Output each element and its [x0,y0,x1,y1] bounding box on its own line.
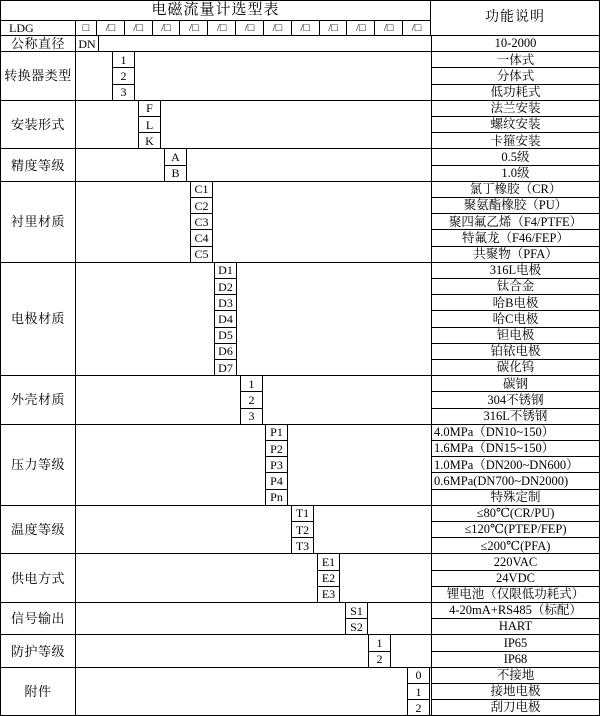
code-cell: 1 [113,52,134,68]
label-converter-type: 转换器类型 [1,52,76,100]
function-column [431,182,599,262]
function-column [431,376,599,424]
function-cell: 接地电极 [432,684,599,700]
code-cell: 1 [408,684,429,700]
function-column-header: 功能说明 [485,10,545,25]
code-cell: 0 [408,668,429,684]
code-cell: 2 [376,652,383,667]
row-group-installation-form [1,100,599,149]
model-slash-box: /□ [236,21,264,35]
function-cell: 0.5级 [432,149,599,165]
function-cell: 220VAC [432,554,599,570]
row-group-electrode-material [1,262,599,375]
function-column [431,149,599,180]
code-column [164,149,187,180]
function-column [431,554,599,602]
function-cell: 刮刀电极 [490,700,541,715]
spacer-cell [76,635,368,666]
function-cell: IP65 [432,635,599,651]
code-cell: C2 [191,198,212,214]
label-power-supply: 供电方式 [1,554,76,602]
model-slash-box: /□ [320,21,348,35]
spacer-cell [340,554,431,602]
row-group-lining-material [1,181,599,262]
code-cell: E2 [318,571,339,587]
function-cell: 304不锈钢 [432,392,599,408]
code-cell: 2 [241,392,262,408]
spacer-cell [314,506,431,554]
spacer-cell [76,603,345,634]
code-cell: D7 [218,360,233,375]
code-cell: DN [78,36,96,51]
function-cell: 聚四氟乙烯（F4/PTFE） [432,214,599,230]
code-column [345,603,368,634]
code-column [317,554,340,602]
code-cell: 2 [113,68,134,84]
function-cell: 钛合金 [432,279,599,295]
function-cell: 聚氨酯橡胶（PU） [432,198,599,214]
label-temperature-rating: 温度等级 [1,506,76,554]
code-cell: K [145,133,154,148]
spacer-cell [76,182,190,262]
label-signal-output: 信号输出 [1,603,76,634]
spacer-cell [76,52,112,100]
spacer-cell [99,36,431,51]
code-cell: 3 [120,85,127,100]
code-cell: P1 [266,425,287,441]
function-column [431,603,599,634]
code-cell: E1 [318,554,339,570]
code-cell: D6 [215,344,236,360]
row-group-accuracy-class [1,148,599,180]
spacer-cell [187,149,431,180]
function-cell: 4.0MPa（DN10~150） [432,425,599,441]
code-cell: S2 [350,619,363,634]
function-cell: 螺纹安装 [432,117,599,133]
spacer-cell [76,263,214,375]
code-cell: F [139,101,160,117]
spacer-cell [135,52,431,100]
spacer-cell [368,603,431,634]
function-cell: 1.6MPa（DN15~150） [432,441,599,457]
page-title: 电磁流量计选型表 [1,1,430,21]
code-column [214,263,237,375]
function-cell: 法兰安装 [432,101,599,117]
code-column [138,101,161,149]
function-cell: 哈C电极 [432,311,599,327]
spacer-cell [76,101,138,149]
spacer-cell [76,425,265,505]
function-cell: 0.6MPa(DN700~DN2000) [432,473,599,489]
code-column [112,52,135,100]
row-group-temperature-rating [1,505,599,554]
code-column [76,36,99,51]
spacer-cell [213,182,431,262]
label-accuracy-class: 精度等级 [1,149,76,180]
code-cell: D3 [215,295,236,311]
code-cell: E3 [321,587,336,602]
model-slash-box: /□ [180,21,208,35]
row-group-housing-material [1,375,599,424]
row-group-nominal-diameter [1,35,599,51]
spacer-cell [76,149,164,180]
row-group-pressure-rating [1,424,599,505]
model-slash-box: /□ [411,21,422,34]
function-column [431,425,599,505]
label-nominal-diameter: 公称直径 [1,36,76,51]
code-cell: P3 [266,457,287,473]
model-prefix: LDG [1,21,76,35]
function-column [431,52,599,100]
spacer-cell [263,376,431,424]
code-cell: P2 [266,441,287,457]
function-cell: 碳钢 [432,376,599,392]
function-cell: 低功耗式 [490,84,541,99]
model-slash-box: /□ [153,21,181,35]
spacer-cell [76,554,317,602]
model-dn-box: □ [76,21,97,35]
function-cell: 316L不锈钢 [483,408,548,423]
function-cell: 特氟龙（F46/FEP） [432,230,599,246]
spacer-cell [76,376,240,424]
function-cell: 铂铱电极 [432,344,599,360]
function-cell: 碳化钨 [496,360,535,375]
model-slash-box: /□ [125,21,153,35]
header-left [1,1,431,35]
label-accessories: 附件 [1,668,76,716]
label-lining-material: 衬里材质 [1,182,76,262]
function-cell: 卡箍安装 [490,133,541,148]
function-cell: HART [498,619,533,634]
function-column [431,101,599,149]
spacer-cell [76,506,291,554]
function-cell: 10-2000 [494,36,537,51]
code-cell: T2 [292,522,313,538]
function-cell: 24VDC [432,571,599,587]
code-cell: 3 [248,409,255,424]
code-cell: C5 [194,247,209,262]
model-slash-box: /□ [208,21,236,35]
spacer-cell [237,263,431,375]
code-cell: P4 [266,473,287,489]
code-cell: L [139,117,160,133]
code-cell: T3 [295,538,310,553]
code-column [407,668,430,716]
row-group-converter-type [1,51,599,100]
function-cell: 哈B电极 [432,295,599,311]
row-group-protection-rating [1,634,599,666]
function-cell: 1.0MPa（DN200~DN600） [432,457,599,473]
function-column [431,668,599,716]
function-column [431,635,599,666]
row-group-power-supply [1,553,599,602]
code-cell: D5 [215,328,236,344]
label-electrode-material: 电极材质 [1,263,76,375]
model-code-row [1,21,430,35]
code-column [291,506,314,554]
function-column [431,36,599,51]
model-slash-box: /□ [97,21,125,35]
spacer-cell [76,668,407,716]
label-pressure-rating: 压力等级 [1,425,76,505]
function-cell: ≤200℃(PFA) [480,538,551,553]
code-cell: D4 [215,311,236,327]
code-column [190,182,213,262]
function-cell: 共聚物（PFA） [473,246,558,261]
code-cell: 1 [369,635,390,651]
model-slash-box: /□ [347,21,375,35]
function-cell: 一体式 [432,52,599,68]
code-cell: D2 [215,279,236,295]
spacer-cell [161,101,431,149]
code-cell: C3 [191,214,212,230]
label-housing-material: 外壳材质 [1,376,76,424]
code-cell: A [165,149,186,165]
row-group-accessories [1,667,599,716]
model-slash-box: /□ [375,21,403,35]
function-cell: ≤120℃(PTEP/FEP) [432,522,599,538]
table-header [1,1,599,35]
function-cell: 氯丁橡胶（CR） [432,182,599,198]
function-cell: 钽电极 [432,328,599,344]
code-cell: 2 [415,700,422,715]
function-cell: IP68 [503,651,528,666]
label-protection-rating: 防护等级 [1,635,76,666]
model-slash-box: /□ [292,21,320,35]
function-cell: 特殊定制 [490,489,541,504]
function-cell: 316L电极 [432,263,599,279]
code-cell: T1 [292,506,313,522]
spacer-cell [288,425,431,505]
code-cell: S1 [346,603,367,619]
label-installation-form: 安装形式 [1,101,76,149]
code-cell: D1 [215,263,236,279]
function-cell: 不接地 [432,668,599,684]
code-cell: C1 [191,182,212,198]
function-cell: 1.0级 [501,165,530,180]
code-column [265,425,288,505]
model-slash-box: /□ [264,21,292,35]
code-cell: B [171,166,180,181]
function-column [431,506,599,554]
code-column [240,376,263,424]
function-cell: ≤80℃(CR/PU) [432,506,599,522]
function-cell: 分体式 [432,68,599,84]
function-cell: 锂电池（仅限低功耗式） [446,587,585,602]
row-group-signal-output [1,602,599,634]
code-cell: C4 [191,230,212,246]
code-cell: Pn [270,490,283,505]
code-cell: 1 [241,376,262,392]
function-cell: 4-20mA+RS485（标配） [432,603,599,619]
code-column [368,635,391,666]
function-column [431,263,599,375]
spacer-cell [391,635,431,666]
